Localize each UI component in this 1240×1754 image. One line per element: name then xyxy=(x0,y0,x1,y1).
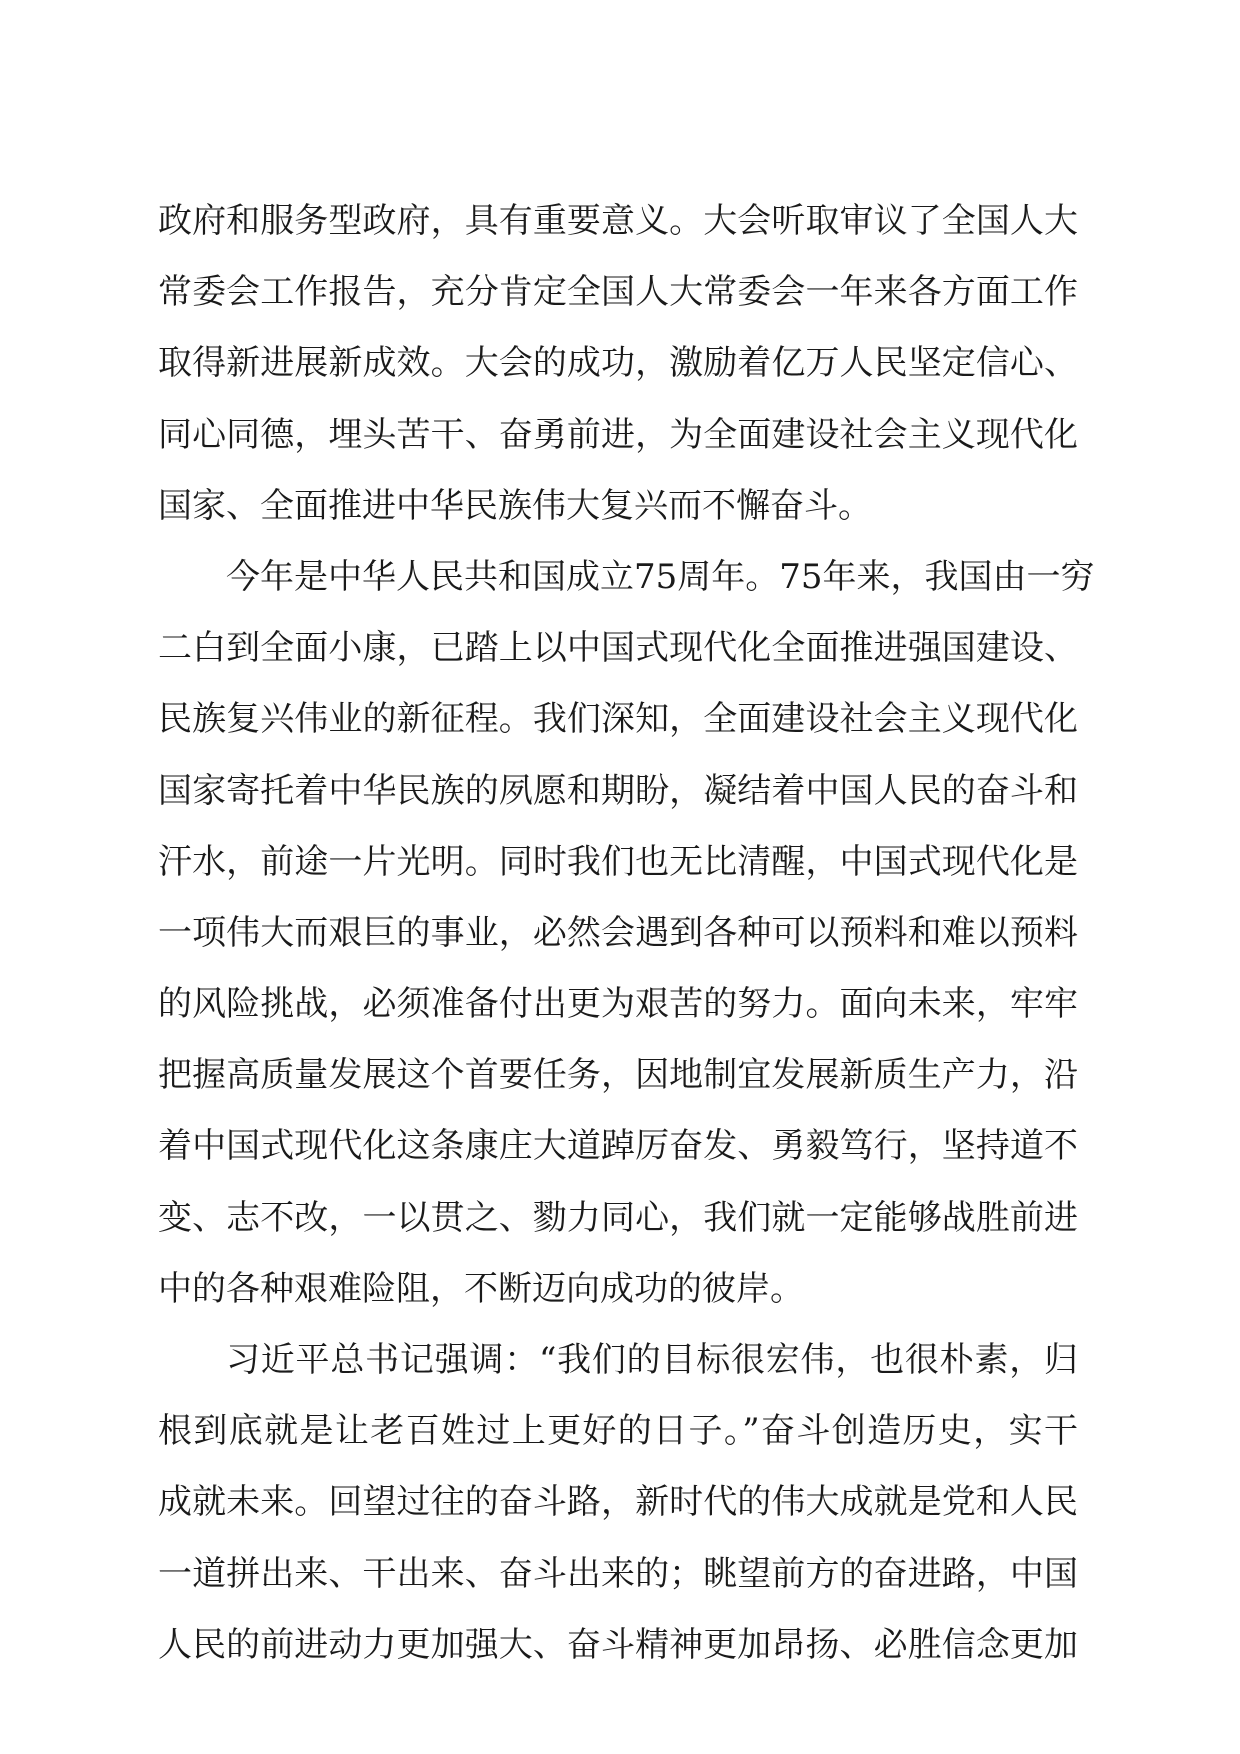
text-line: 变、志不改，一以贯之、勠力同心，我们就一定能够战胜前进 xyxy=(158,1197,1078,1238)
text-line: 政府和服务型政府，具有重要意义。大会听取审议了全国人大 xyxy=(158,201,1078,241)
text-line: 二白到全面小康，已踏上以中国式现代化全面推进强国建设、 xyxy=(158,628,1078,669)
text-line: 的风险挑战，必须准备付出更为艰苦的努力。面向未来，牢牢 xyxy=(158,984,1078,1025)
text-line: 根到底就是让老百姓过上更好的日子。”奋斗创造历史，实干 xyxy=(158,1411,1078,1452)
text-line: 汗水，前途一片光明。同时我们也无比清醒，中国式现代化是 xyxy=(158,841,1078,882)
body-text xyxy=(158,186,1095,1681)
text-line: 中的各种艰难险阻，不断迈向成功的彼岸。 xyxy=(158,1268,804,1309)
text-line: 着中国式现代化这条康庄大道踔厉奋发、勇毅笃行，坚持道不 xyxy=(158,1126,1078,1167)
text-line: 成就未来。回望过往的奋斗路，新时代的伟大成就是党和人民 xyxy=(158,1482,1078,1523)
text-line: 一道拼出来、干出来、奋斗出来的；眺望前方的奋进路，中国 xyxy=(158,1553,1078,1594)
text-line: 民族复兴伟业的新征程。我们深知，全面建设社会主义现代化 xyxy=(158,699,1078,740)
text-line: 取得新进展新成效。大会的成功，激励着亿万人民坚定信心、 xyxy=(158,343,1078,384)
text-line: 国家、全面推进中华民族伟大复兴而不懈奋斗。 xyxy=(158,485,872,526)
paragraph-first-line: 习近平总书记强调：“我们的目标很宏伟，也很朴素，归 xyxy=(226,1340,1078,1380)
text-line: 国家寄托着中华民族的夙愿和期盼，凝结着中国人民的奋斗和 xyxy=(158,770,1078,811)
text-line: 一项伟大而艰巨的事业，必然会遇到各种可以预料和难以预料 xyxy=(158,912,1078,953)
paragraph-first-line: 今年是中华人民共和国成立75周年。75年来，我国由一穷 xyxy=(226,556,1095,597)
text-line: 把握高质量发展这个首要任务，因地制宜发展新质生产力，沿 xyxy=(158,1055,1078,1096)
text-line: 同心同德，埋头苦干、奋勇前进，为全面建设社会主义现代化 xyxy=(158,414,1078,455)
text-line: 人民的前进动力更加强大、奋斗精神更加昂扬、必胜信念更加 xyxy=(158,1624,1078,1665)
text-line: 常委会工作报告，充分肯定全国人大常委会一年来各方面工作 xyxy=(158,272,1078,313)
